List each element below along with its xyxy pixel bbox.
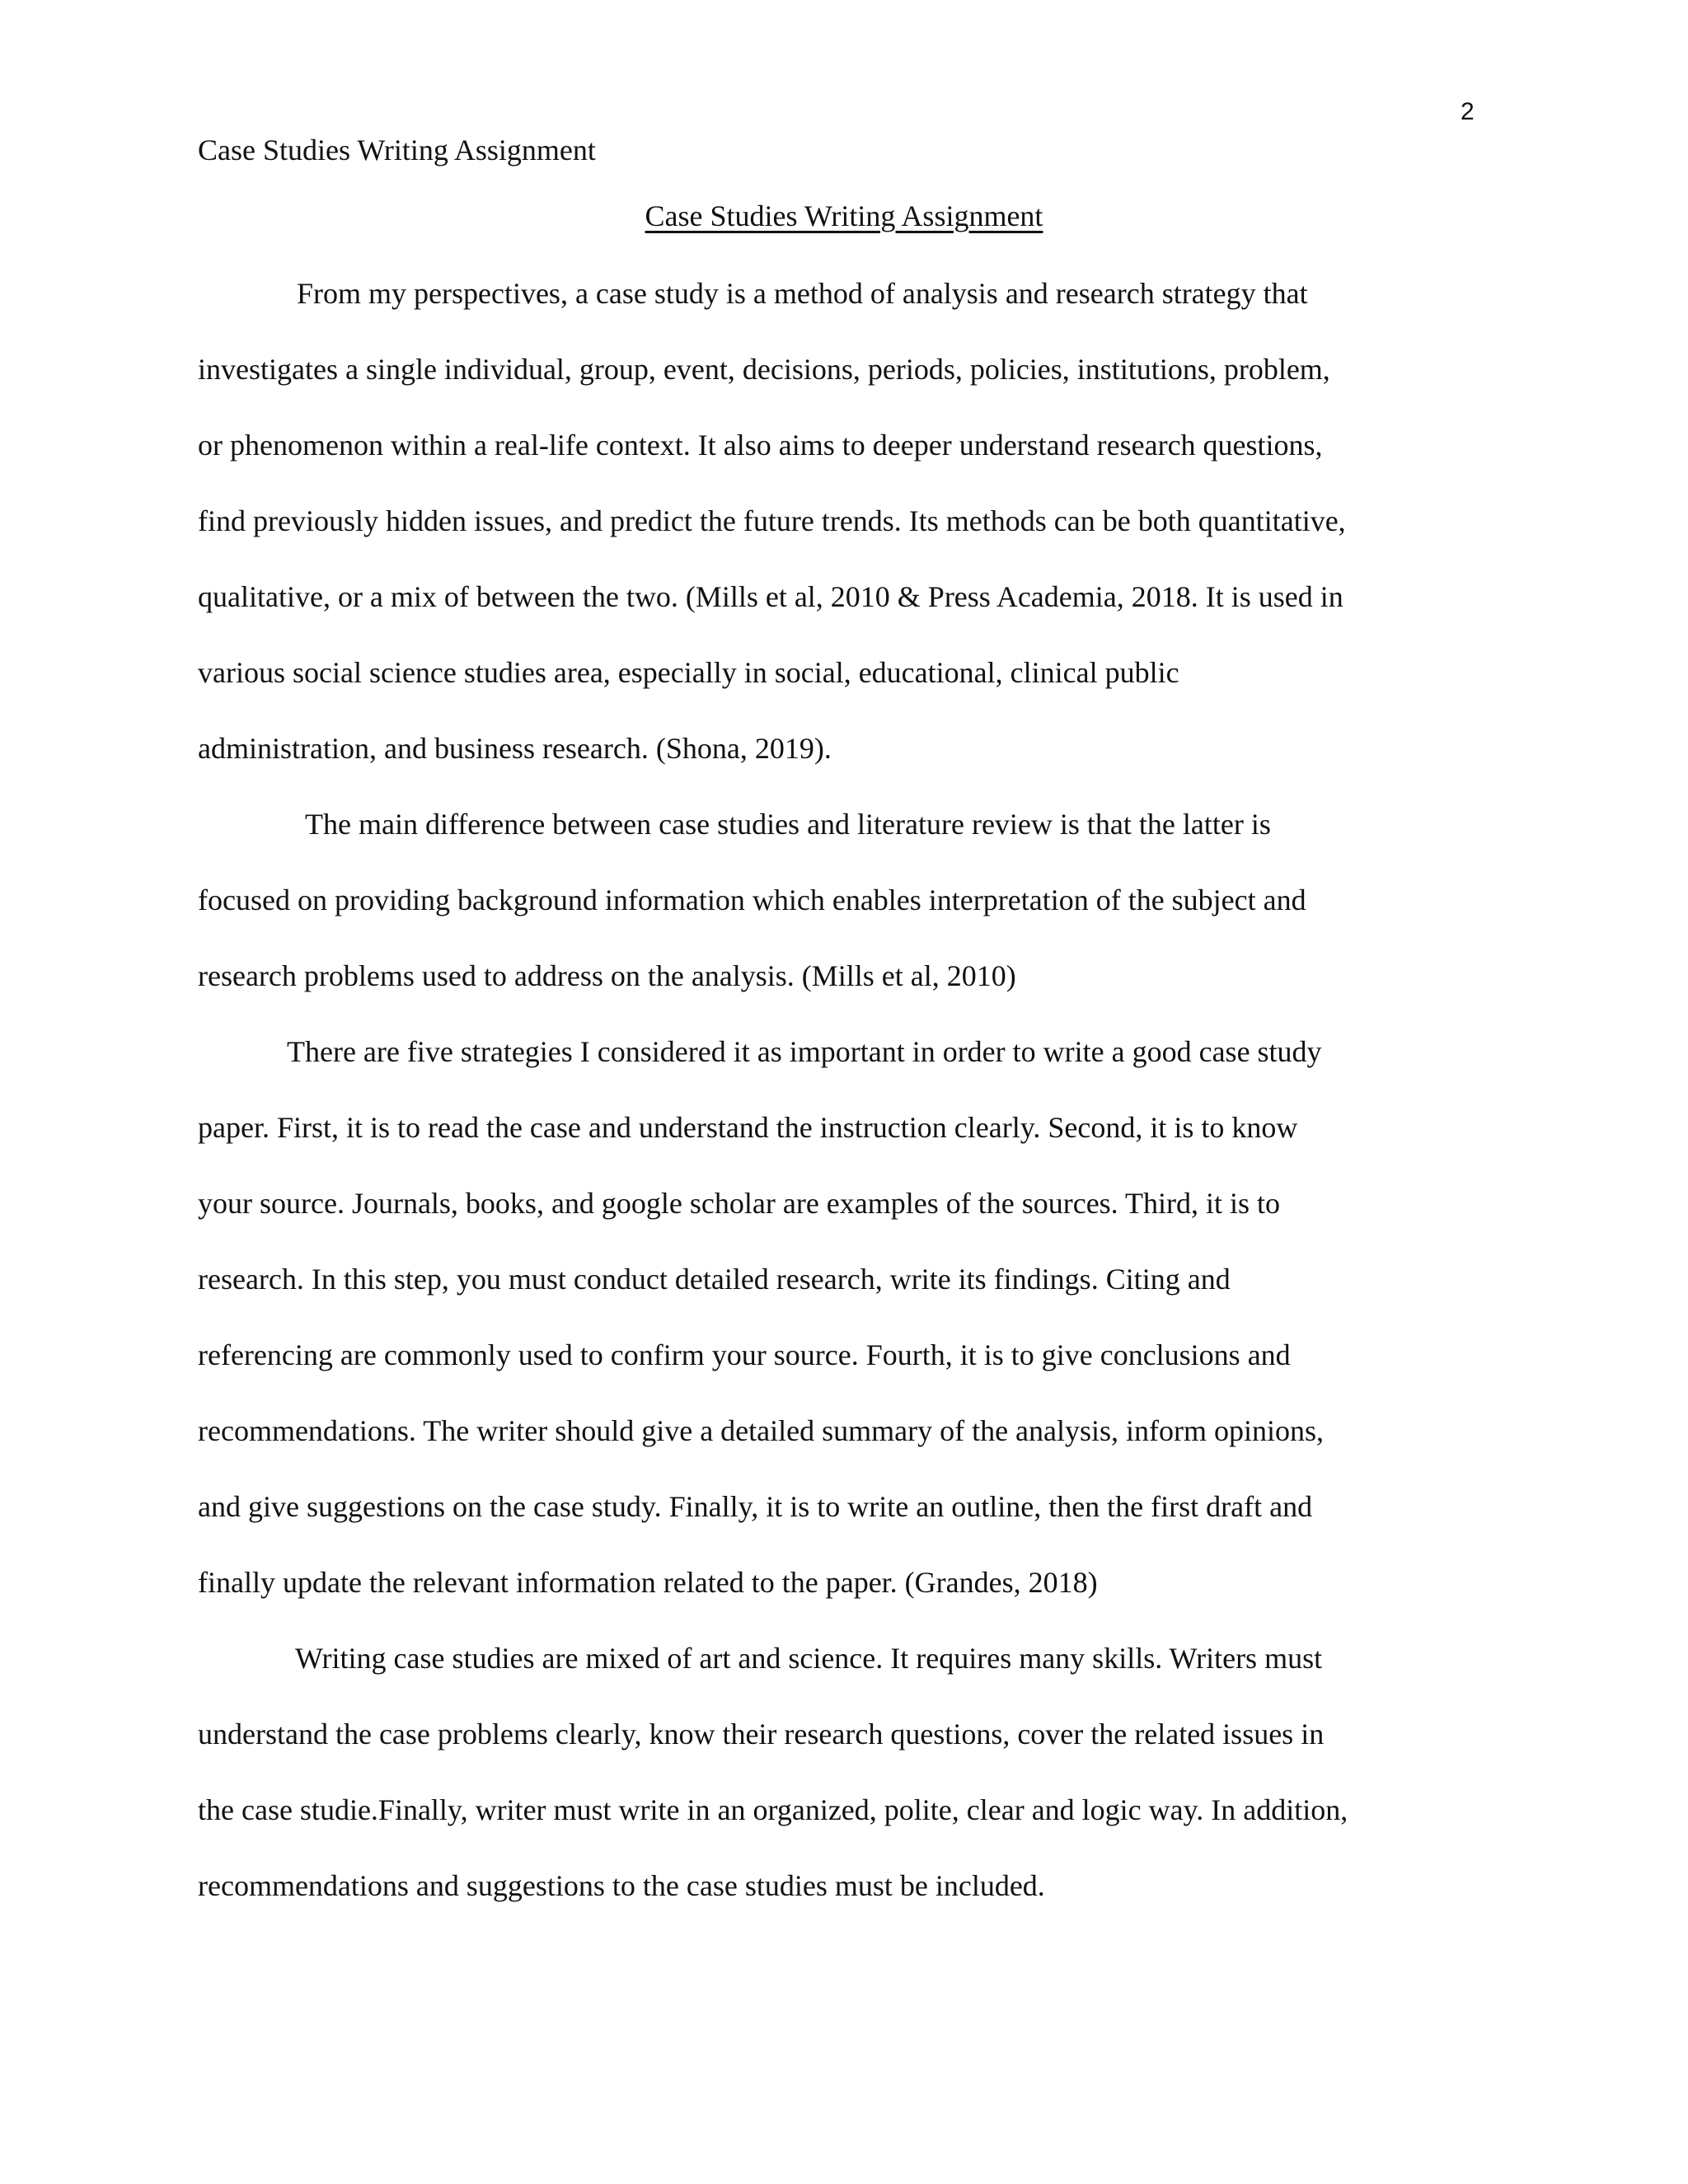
paragraph-4-line-4: recommendations and suggestions to the case studies must be included.: [198, 1869, 1045, 1902]
paragraph-1-line-7: administration, and business research. (Shona, 2019).: [198, 732, 832, 765]
paragraph-3-line-6: recommendations. The writer should give a detailed summary of the analysis, inform opinions,: [198, 1414, 1325, 1447]
paragraph-4-line-3: the case studie.Finally, writer must write in an organized, polite, clear and logic way. In addition,: [198, 1793, 1348, 1826]
document-title: Case Studies Writing Assignment: [645, 199, 1043, 232]
paragraph-1-line-5: qualitative, or a mix of between the two. (Mills et al, 2010 & Press Academia, 2018. It is used in: [198, 580, 1343, 613]
paragraph-3-line-8: finally update the relevant information related to the paper. (Grandes, 2018): [198, 1566, 1098, 1599]
paragraph-2-line-2: focused on providing background information which enables interpretation of the subject and: [198, 883, 1306, 916]
paragraph-3-line-2: paper. First, it is to read the case and understand the instruction clearly. Second, it is to know: [198, 1111, 1298, 1144]
paragraph-1-line-6: various social science studies area, especially in social, educational, clinical public: [198, 656, 1179, 689]
running-head: Case Studies Writing Assignment: [198, 134, 596, 166]
paragraph-3-line-5: referencing are commonly used to confirm your source. Fourth, it is to give conclusions and: [198, 1338, 1291, 1371]
paragraph-4-line-1: Writing case studies are mixed of art and science. It requires many skills. Writers must: [295, 1642, 1323, 1675]
paragraph-2-line-3: research problems used to address on the analysis. (Mills et al, 2010): [198, 959, 1016, 992]
paragraph-3-line-3: your source. Journals, books, and google scholar are examples of the sources. Third, it is to: [198, 1187, 1281, 1220]
paragraph-1-line-2: investigates a single individual, group, event, decisions, periods, policies, institutions, problem,: [198, 353, 1330, 386]
paragraph-2-line-1: The main difference between case studies and literature review is that the latter is: [305, 808, 1271, 841]
paragraph-1-line-1: From my perspectives, a case study is a method of analysis and research strategy that: [297, 277, 1308, 310]
paragraph-4-line-2: understand the case problems clearly, know their research questions, cover the related issues in: [198, 1718, 1325, 1750]
paragraph-1-line-3: or phenomenon within a real-life context. It also aims to deeper understand research questions,: [198, 429, 1323, 462]
paragraph-3-line-7: and give suggestions on the case study. Finally, it is to write an outline, then the first draft and: [198, 1490, 1313, 1523]
page-number: 2: [1461, 98, 1475, 125]
paragraph-3-line-1: There are five strategies I considered it as important in order to write a good case study: [287, 1035, 1322, 1068]
paragraph-1-line-4: find previously hidden issues, and predict the future trends. Its methods can be both quantitative,: [198, 504, 1346, 537]
paragraph-3-line-4: research. In this step, you must conduct detailed research, write its findings. Citing and: [198, 1263, 1231, 1296]
body-text: [198, 272, 1492, 1940]
